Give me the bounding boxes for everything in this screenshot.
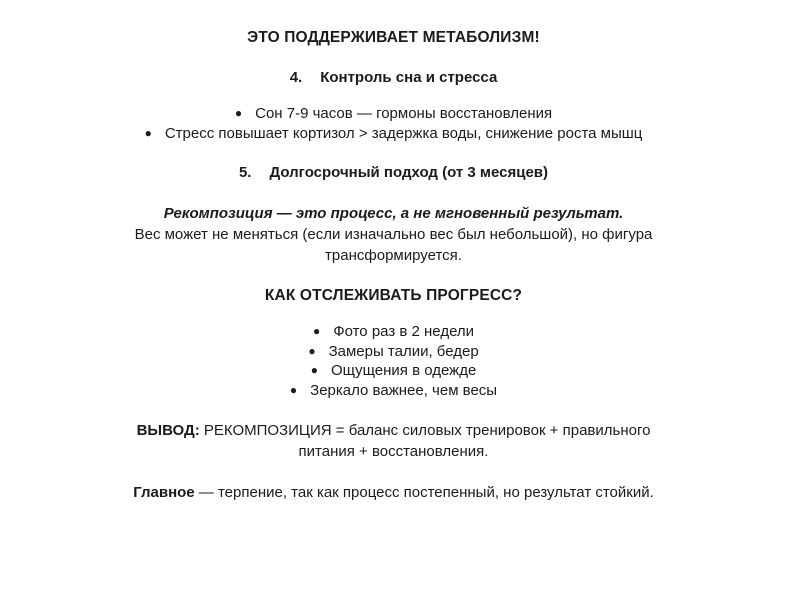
section-4-title: Контроль сна и стресса	[320, 69, 498, 86]
list-item	[0, 381, 787, 401]
heading-progress: КАК ОТСЛЕЖИВАТЬ ПРОГРЕСС?	[264, 287, 523, 304]
section-5-number: 5.	[238, 164, 252, 181]
list-item	[0, 322, 787, 342]
conclusion-text: РЕКОМПОЗИЦИЯ = баланс силовых тренировок + правильного питания + восстановления.	[199, 422, 651, 460]
sleep-stress-bullet-list	[0, 104, 787, 143]
list-item	[0, 124, 787, 144]
recomposition-lead: Рекомпозиция — это процесс, а не мгновенный результат.	[163, 205, 624, 222]
closing-text: — терпение, так как процесс постепенный, но результат стойкий.	[194, 484, 654, 501]
conclusion-paragraph	[121, 420, 666, 462]
section-4-number: 4.	[289, 69, 303, 86]
section-5-heading	[0, 163, 787, 183]
list-item-label: Сон 7-9 часов — гормоны восстановления	[255, 105, 553, 122]
heading-metabolism: ЭТО ПОДДЕРЖИВАЕТ МЕТАБОЛИЗМ!	[247, 29, 540, 46]
list-item-label: Стресс повышает кортизол > задержка воды, снижение роста мышц	[164, 124, 643, 142]
bullet-icon: ●	[308, 343, 316, 358]
bullet-icon: ●	[144, 125, 152, 140]
list-item	[0, 104, 787, 124]
recomposition-body: Вес может не меняться (если изначально вес был небольшой), но фигура трансформируется.	[134, 226, 653, 264]
spacer	[0, 306, 787, 322]
spacer	[0, 143, 787, 163]
closing-paragraph	[121, 482, 666, 503]
list-item-label: Замеры талии, бедер	[328, 342, 479, 360]
conclusion-label: ВЫВОД:	[136, 422, 200, 439]
list-item	[0, 361, 787, 381]
spacer	[0, 400, 787, 420]
bullet-icon: ●	[312, 324, 321, 338]
spacer	[0, 266, 787, 286]
spacer	[0, 183, 787, 203]
section-4-heading	[0, 68, 787, 88]
bullet-icon: ●	[310, 363, 318, 377]
list-item-label: Ощущения в одежде	[330, 362, 477, 379]
document-body	[0, 28, 787, 503]
list-item-label: Зеркало важнее, чем весы	[310, 381, 498, 399]
list-item	[0, 342, 787, 362]
list-item-label: Фото раз в 2 недели	[333, 323, 475, 340]
section-5-title: Долгосрочный подход (от 3 месяцев)	[269, 164, 549, 181]
spacer	[0, 48, 787, 68]
bullet-icon: ●	[289, 382, 298, 397]
spacer	[0, 88, 787, 104]
closing-label: Главное	[133, 484, 195, 501]
spacer	[0, 462, 787, 482]
bullet-icon: ●	[234, 106, 243, 120]
progress-bullet-list	[0, 322, 787, 400]
